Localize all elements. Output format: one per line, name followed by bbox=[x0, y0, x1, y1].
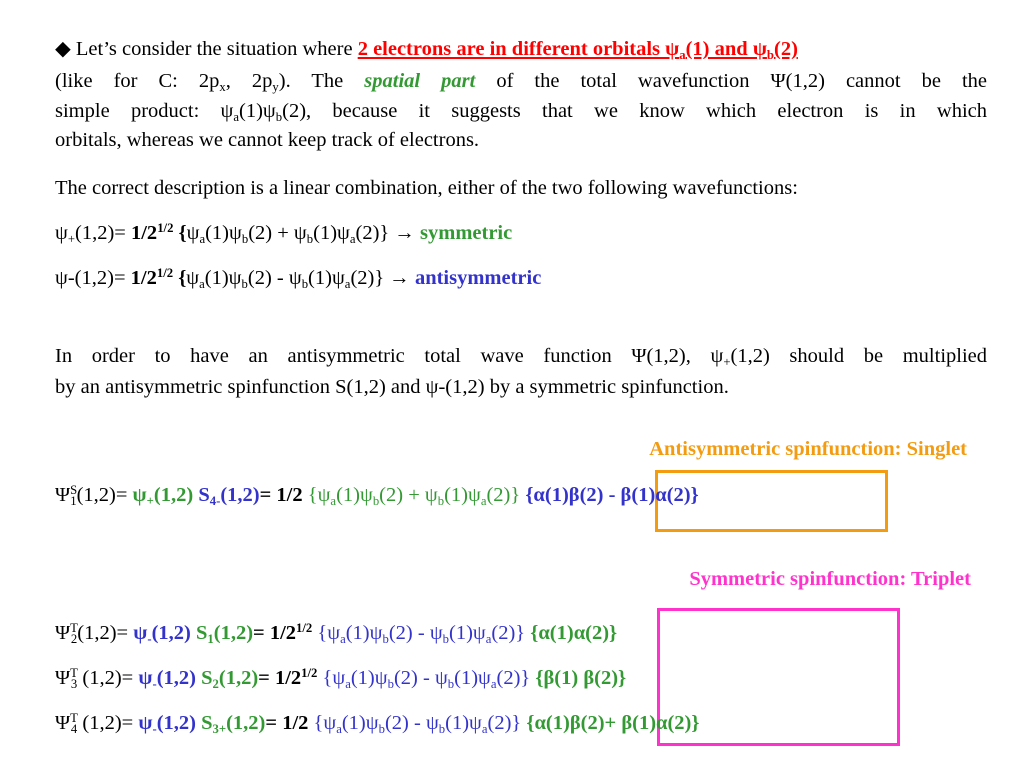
triplet-title: Symmetric spinfunction: Triplet bbox=[689, 568, 971, 590]
equation-psi-minus: $\psi-(1,2)= 1/2^{1/2}$ $\{\psi_a(1)\psi_b(2) - \psi_b(1)\psi_a(2)\}$ → antisymmetric bbox=[55, 266, 542, 291]
label-symmetric: symmetric bbox=[420, 222, 513, 244]
triplet-spinfunction-1: {α(1)α(2)} bbox=[525, 622, 618, 644]
para1-line2: (like for C: $2p_x$, $2p_y$). The spatial part of the total wavefunction Ψ(1,2) cannot be the bbox=[55, 70, 988, 94]
para1-line3: simple product: $\psi_a(1)\psi_b(2)$, because it suggests that we know which electron is in which bbox=[55, 100, 987, 124]
para2: The correct description is a linear combination, either of the two following wavefunctions: bbox=[55, 177, 798, 199]
singlet-equation: $\Psi^S_1(1,2)= \psi_+(1,2)$ $S_{4-}(1,2)= 1/2$ $\{\psi_a(1)\psi_b(2) + \psi_b(1)\psi_a(2)\}$ {α(1)β(2) - β(1)α(2)} bbox=[55, 483, 699, 508]
para1-line1: ◆ Let’s consider the situation where 2 electrons are in different orbitals $\psi_a(1)$ and $\psi_b(2)$ bbox=[55, 38, 798, 62]
para3-line1: In order to have an antisymmetric total wave function Ψ(1,2), $\psi_+(1,2)$ should be multiplied bbox=[55, 345, 987, 369]
label-antisymmetric: antisymmetric bbox=[414, 267, 542, 289]
singlet-title: Antisymmetric spinfunction: Singlet bbox=[649, 438, 967, 460]
para3-line2: by an antisymmetric spinfunction S(1,2) and ψ-(1,2) by a symmetric spinfunction. bbox=[55, 376, 729, 398]
highlight-two-electrons: 2 electrons are in different orbitals $\psi_a(1)$ and $\psi_b(2)$ bbox=[357, 38, 798, 62]
singlet-spinfunction: {α(1)β(2) - β(1)α(2)} bbox=[520, 484, 699, 506]
equation-psi-plus: $\psi_+(1,2)= 1/2^{1/2}$ $\{\psi_a(1)\psi_b(2) + \psi_b(1)\psi_a(2)\}$ → symmetric bbox=[55, 221, 513, 246]
triplet-spinfunction-3: {α(1)β(2)+ β(1)α(2)} bbox=[521, 712, 700, 734]
triplet-equation-1: $\Psi^T_2(1,2)= \psi_-(1,2)$ $S_1(1,2)= 1/2^{1/2}$ $\{\psi_a(1)\psi_b(2) - \psi_b(1)\psi_a(2)\}$ {α(1)α(2)} bbox=[55, 621, 618, 646]
triplet-equation-3: $\Psi^T_4$ $(1,2)= \psi_-(1,2)$ $S_{3+}(1,2)= 1/2$ $\{\psi_a(1)\psi_b(2) - \psi_b(1)\psi_a(2)\}$ {α(1)β(2)+ β(1)α(2)} bbox=[55, 711, 700, 736]
triplet-spinfunction-2: {β(1) β(2)} bbox=[530, 667, 627, 689]
spatial-part-term: spatial part bbox=[364, 70, 476, 92]
para1-line4: orbitals, whereas we cannot keep track of electrons. bbox=[55, 129, 480, 151]
triplet-equation-2: $\Psi^T_3$ $(1,2)= \psi_-(1,2)$ $S_2(1,2)= 1/2^{1/2}$ $\{\psi_a(1)\psi_b(2) - \psi_b(1)\psi_a(2)\}$ {β(1) β(2)} bbox=[55, 666, 627, 691]
